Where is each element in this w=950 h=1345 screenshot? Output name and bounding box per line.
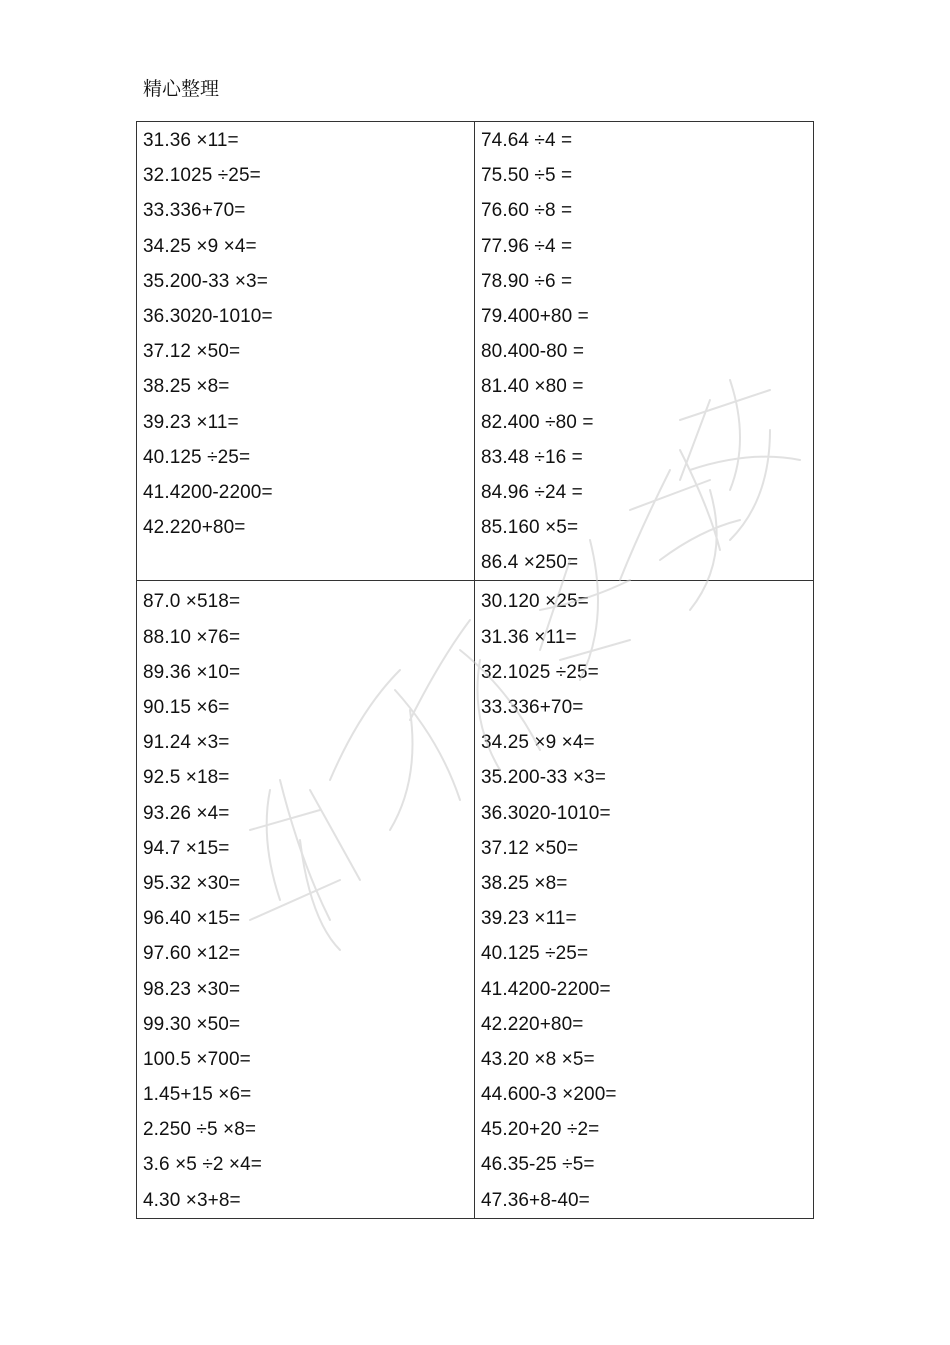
section-2-right-column [475,581,814,1218]
problem: 43.20 ×8 ×5= [481,1048,595,1070]
worksheet-section-1 [137,122,814,581]
problem: 85.160 ×5= [481,517,579,539]
problem: 4.30 ×3+8= [143,1189,241,1211]
problem: 33.336+70= [481,697,584,718]
problem: 47.36+8-40= [481,1189,590,1211]
problem: 81.40 ×80 = [481,376,584,398]
problem: 97.60 ×12= [143,943,241,965]
problem: 89.36 ×10= [143,661,241,683]
problem: 94.7 ×15= [143,837,230,859]
problem: 90.15 ×6= [143,697,230,718]
problem: 3.6 ×5 ÷2 ×4= [143,1154,262,1176]
problem: 37.12 ×50= [143,341,241,363]
problem: 80.400-80 = [481,341,585,363]
section-1-right-column [475,122,814,581]
problem: 35.200-33 ×3= [143,270,268,292]
problem: 40.125 ÷25= [481,943,589,965]
problem: 99.30 ×50= [143,1013,241,1035]
problem: 93.26 ×4= [143,802,230,824]
problem: 40.125 ÷25= [143,446,251,468]
problem: 78.90 ÷6 = [481,270,573,292]
problem: 77.96 ÷4 = [481,235,573,257]
problem: 45.20+20 ÷2= [481,1119,600,1141]
problem: 96.40 ×15= [143,908,241,930]
problem: 76.60 ÷8 = [481,200,573,222]
problem: 32.1025 ÷25= [143,165,261,187]
problem: 86.4 ×250= [481,552,579,574]
problem: 30.120 ×25= [481,591,589,613]
problem: 92.5 ×18= [143,767,230,789]
page-header: 精心整理 [143,78,220,100]
problem: 38.25 ×8= [481,872,568,894]
problem: 36.3020-1010= [143,305,273,327]
problem: 32.1025 ÷25= [481,661,599,683]
problem: 74.64 ÷4 = [481,130,573,151]
problem: 75.50 ÷5 = [481,165,573,187]
problem: 42.220+80= [143,517,246,539]
problem: 46.35-25 ÷5= [481,1154,595,1176]
problem: 36.3020-1010= [481,802,611,824]
problem: 41.4200-2200= [481,978,611,1000]
problem: 82.400 ÷80 = [481,411,594,433]
problem: 35.200-33 ×3= [481,767,606,789]
problem: 31.36 ×11= [143,130,239,151]
section-2-left-column [137,581,475,1218]
problem: 98.23 ×30= [143,978,241,1000]
problem: 31.36 ×11= [481,626,577,648]
problem: 91.24 ×3= [143,732,230,754]
problem: 84.96 ÷24 = [481,481,583,503]
problem: 83.48 ÷16 = [481,446,583,468]
problem: 95.32 ×30= [143,872,241,894]
problem: 44.600-3 ×200= [481,1084,617,1106]
problem: 39.23 ×11= [143,411,239,433]
worksheet-section-2 [137,581,814,1218]
problem: 34.25 ×9 ×4= [143,235,257,257]
problem: 2.250 ÷5 ×8= [143,1119,257,1141]
problem: 88.10 ×76= [143,626,241,648]
problem: 39.23 ×11= [481,908,577,930]
problem: 87.0 ×518= [143,591,241,613]
worksheet-table [136,121,814,1219]
problem: 38.25 ×8= [143,376,230,398]
problem: 100.5 ×700= [143,1048,251,1070]
problem: 33.336+70= [143,200,246,222]
problem: 41.4200-2200= [143,481,273,503]
problem: 37.12 ×50= [481,837,579,859]
problem: 42.220+80= [481,1013,584,1035]
problem: 79.400+80 = [481,305,589,327]
problem: 34.25 ×9 ×4= [481,732,595,754]
section-1-left-column [137,122,475,581]
problem: 1.45+15 ×6= [143,1084,252,1106]
